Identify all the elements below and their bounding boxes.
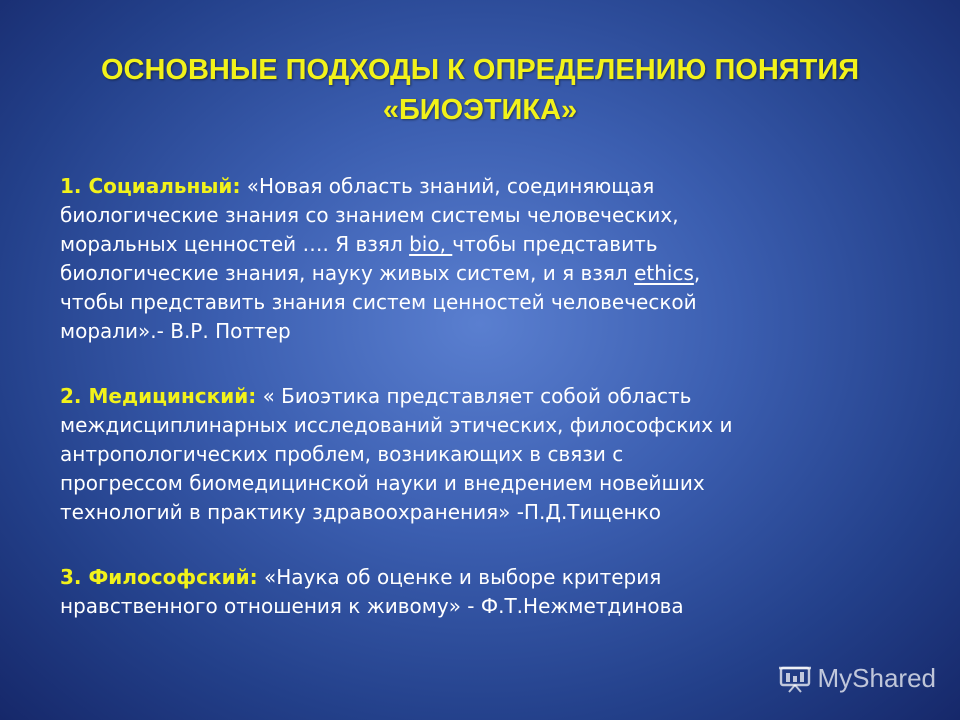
approach-social-label: 1. Социальный: xyxy=(60,174,241,198)
approach-social-line-4-post: , xyxy=(693,261,701,285)
approach-social xyxy=(60,172,920,346)
approach-philosophical-text: «Наука об оценке и выборе критерия xyxy=(257,565,662,589)
approach-social-line-4-pre: биологические знания, науку живых систем, и я взял xyxy=(60,261,635,285)
watermark-text: MyShared xyxy=(817,663,936,693)
approach-philosophical-line-2: нравственного отношения к живому» - Ф.Т.Нежметдинова xyxy=(60,594,684,618)
approach-medical-label: 2. Медицинский: xyxy=(60,384,257,408)
approach-medical-line-4: прогрессом биомедицинской науки и внедрением новейших xyxy=(60,471,705,495)
slide-content xyxy=(60,172,920,621)
approach-social-text: «Новая область знаний, соединяющая xyxy=(240,174,655,198)
approach-medical-line-3: антропологических проблем, возникающих в связи с xyxy=(60,442,624,466)
approach-medical-line-5: технологий в практику здравоохранения» -П.Д.Тищенко xyxy=(60,500,662,524)
ethics-link[interactable]: ethics xyxy=(634,261,694,285)
approach-medical-line-1 xyxy=(60,382,920,411)
slide-title-line-2: «БИОЭТИКА» xyxy=(382,94,578,126)
approach-medical-text: « Биоэтика представляет собой область xyxy=(256,384,692,408)
bio-link[interactable]: bio, xyxy=(409,232,453,256)
approach-social-line-5: чтобы представить знания систем ценностей человеческой xyxy=(60,290,697,314)
approach-philosophical xyxy=(60,563,920,621)
projector-screen-icon xyxy=(778,665,812,693)
approach-social-line-6: морали».- В.Р. Поттер xyxy=(60,319,291,343)
approach-medical xyxy=(60,382,920,527)
approach-medical-line-2: междисциплинарных исследований этических, философских и xyxy=(60,413,733,437)
approach-social-line-3-post: чтобы представить xyxy=(452,232,658,256)
slide-title xyxy=(40,50,920,130)
myshared-watermark xyxy=(778,663,937,694)
approach-social-line-3-pre: моральных ценностей …. Я взял xyxy=(60,232,410,256)
approach-philosophical-label: 3. Философский: xyxy=(60,565,258,589)
approach-social-line-2: биологические знания со знанием системы человеческих, xyxy=(60,203,679,227)
approach-social-line-3 xyxy=(60,230,920,259)
approach-philosophical-line-1 xyxy=(60,563,920,592)
slide-title-line-1: ОСНОВНЫЕ ПОДХОДЫ К ОПРЕДЕЛЕНИЮ ПОНЯТИЯ xyxy=(100,54,860,86)
approach-social-line-4 xyxy=(60,259,920,288)
approach-social-line-1 xyxy=(60,172,920,201)
